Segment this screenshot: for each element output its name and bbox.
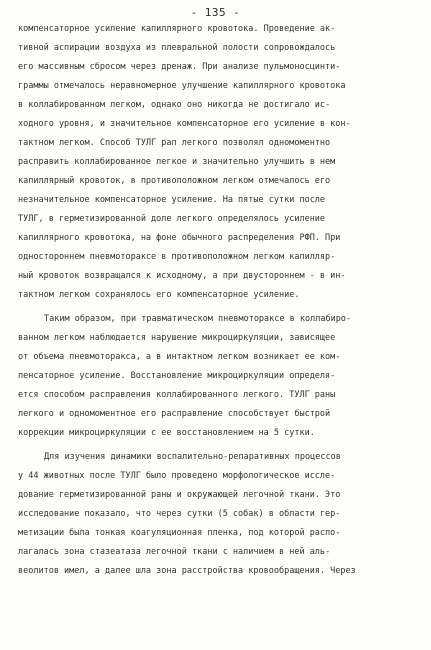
text-line: дование герметизированной раны и окружающей легочной ткани. Это <box>18 490 341 500</box>
text-line: незначительное компенсаторное усиление. На пятые сутки после <box>18 195 326 205</box>
text-line: ется способом расправления коллабированного легкого. ТУЛГ раны <box>18 390 336 400</box>
text-line: его массивным сбросом через дренаж. При анализе пульмоносцинти- <box>18 62 341 72</box>
text-line: одностороннем пневмотораксе в противоположном легком капилляр- <box>18 252 336 262</box>
page-number: - 135 - <box>190 6 241 19</box>
text-line: граммы отмечалось неравномерное улучшение капиллярного кровотока <box>18 81 346 91</box>
text-line: пенсаторное усиление. Восстановление микроциркуляции определя- <box>18 371 336 381</box>
text-line: капиллярного кровотока, на фоне обычного распределения РФП. При <box>18 233 341 243</box>
text-line: от объема пневмоторакса, а в интактном легком возникает ее ком- <box>18 352 341 362</box>
text-line: метизации была тонкая коагуляционная пленка, под которой распо- <box>18 528 341 538</box>
text-line: веолитов имел, а далее шла зона расстройства кровообращения. Через <box>18 566 356 576</box>
paragraph-first-line: Таким образом, при травматическом пневмотораксе в коллабиро- <box>44 314 352 324</box>
paragraph-first-line: Для изучения динамики воспалительно-репаративных процессов <box>44 452 341 462</box>
text-line: компенсаторное усиление капиллярного кровотока. Проведение ак- <box>18 24 336 34</box>
text-line: ТУЛГ, в герметизированной доле легкого определялось усиление <box>18 214 326 224</box>
text-line: капиллярный кровоток, в противоположном легком отмечалось его <box>18 176 331 186</box>
text-line: в коллабированном легком, однако оно никогда не достигало ис- <box>18 100 331 110</box>
text-line: тактном легком сохранялось его компенсаторное усиление. <box>18 290 300 300</box>
text-line: лагалась зона стазеатаза легочной ткани с наличием в ней аль- <box>18 547 331 557</box>
text-line: тактном легком. Способ ТУЛГ рап легкого позволял одномоментно <box>18 138 331 148</box>
text-line: тивной аспирации воздуха из плевральной полости сопровождалось <box>18 43 336 53</box>
text-line: ванном легком наблюдается нарушение микроциркуляции, зависящее <box>18 333 336 343</box>
text-line: ный кровоток возвращался к исходному, а при двустороннем - в ин- <box>18 271 346 281</box>
text-line: коррекции микроциркуляции с ее восстановлением на 5 сутки. <box>18 428 315 438</box>
text-line: исследование показало, что через сутки (5 собак) в области гер- <box>18 509 341 519</box>
text-line: расправить коллабированное легкое и значительно улучшить в нем <box>18 157 336 167</box>
text-line: легкого и одномоментное его расправление способствует быстрой <box>18 409 331 419</box>
text-line: ходного уровня, и значительное компенсаторное его усиление в кон- <box>18 119 351 129</box>
text-line: у 44 животных после ТУЛГ было проведено морфологическое иссле- <box>18 471 336 481</box>
